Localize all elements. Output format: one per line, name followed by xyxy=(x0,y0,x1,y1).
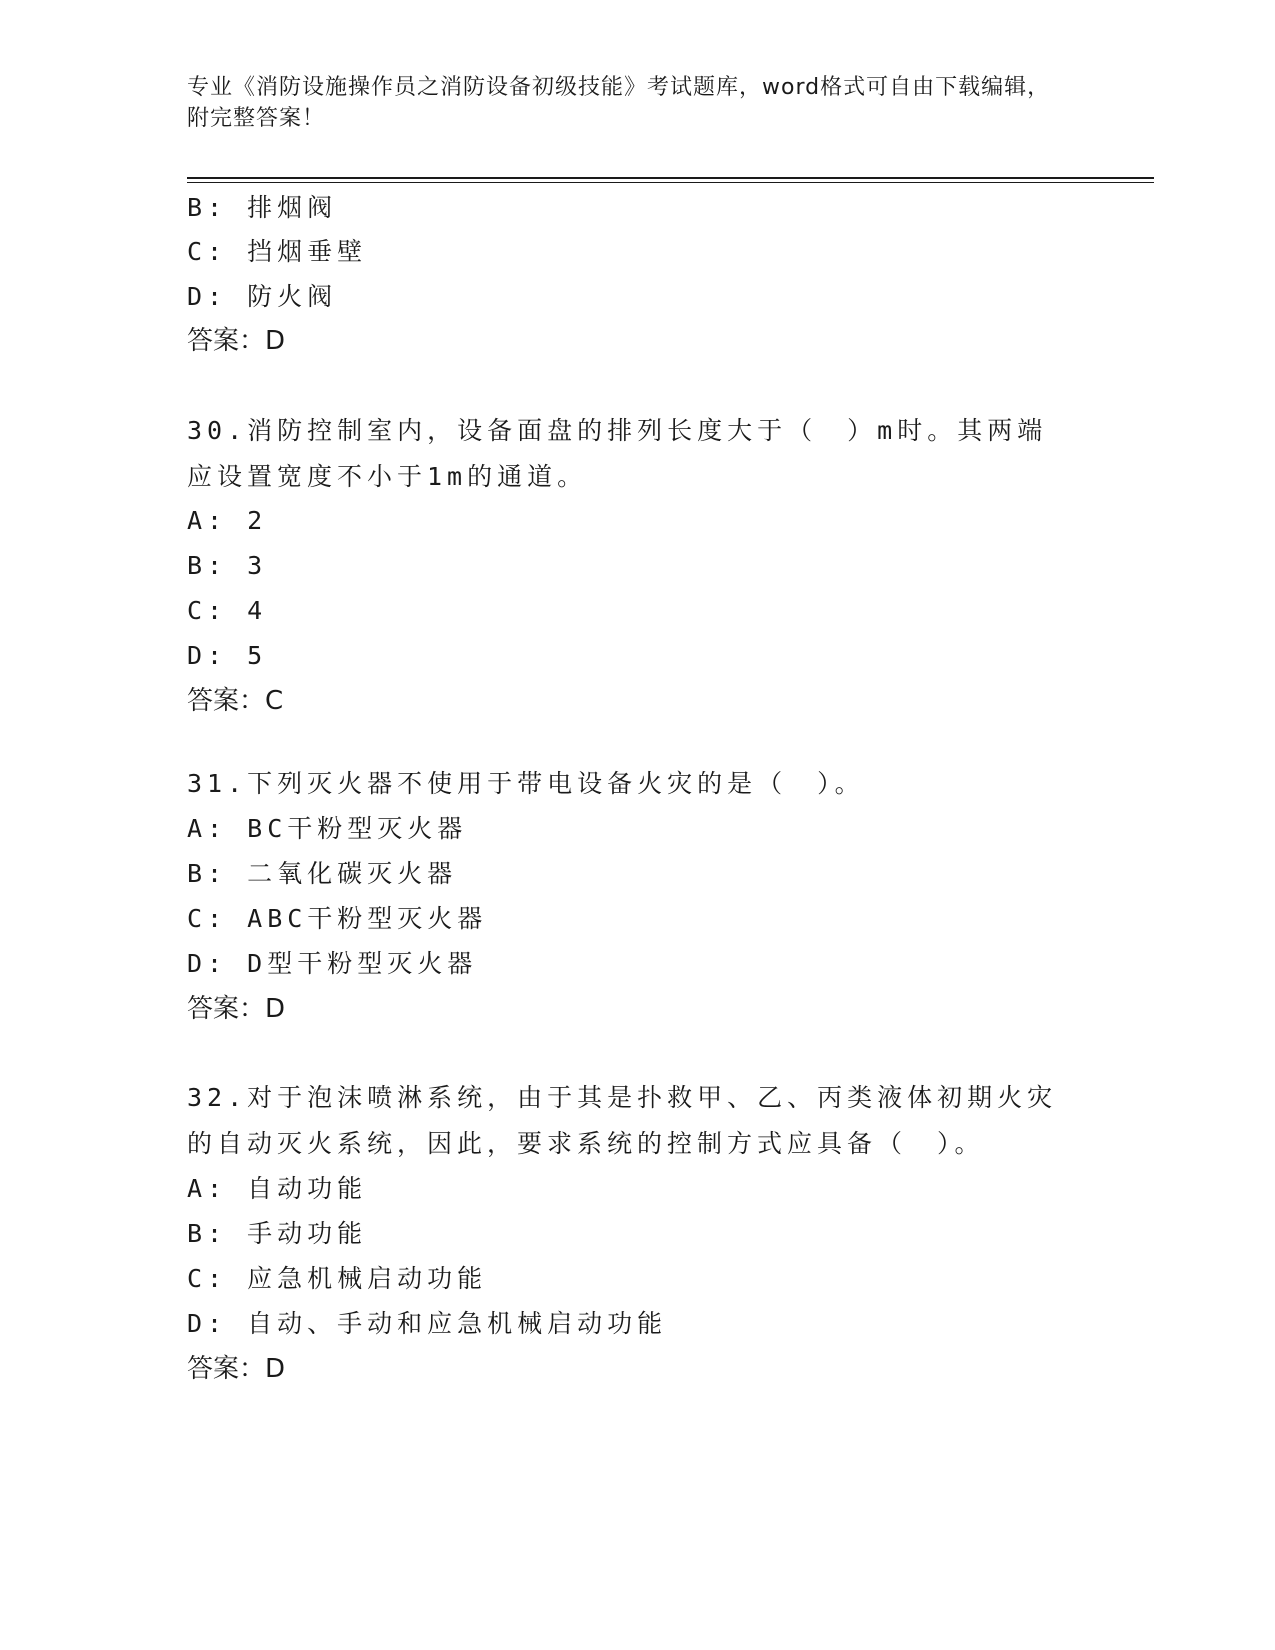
q29-answer: 答案：D xyxy=(187,326,286,356)
q31-option-d: D: D型干粉型灭火器 xyxy=(187,949,478,978)
q31-answer: 答案：D xyxy=(187,994,286,1024)
q32-answer: 答案：D xyxy=(187,1354,286,1384)
q30-option-a: A: 2 xyxy=(187,506,268,535)
q32-option-d: D: 自动、手动和应急机械启动功能 xyxy=(187,1309,668,1338)
q30-answer: 答案：C xyxy=(187,686,284,716)
q29-option-c: C: 挡烟垂壁 xyxy=(187,237,368,266)
q29-option-d: D: 防火阀 xyxy=(187,282,338,311)
q32-option-b: B: 手动功能 xyxy=(187,1219,368,1248)
q29-option-b: B: 排烟阀 xyxy=(187,193,338,222)
header-divider-thick xyxy=(187,177,1154,179)
q30-option-b: B: 3 xyxy=(187,551,268,580)
q32-option-c: C: 应急机械启动功能 xyxy=(187,1264,488,1293)
q31-option-a: A: BC干粉型灭火器 xyxy=(187,814,468,843)
q31-stem: 31.下列灭火器不使用于带电设备火灾的是（ ）。 xyxy=(187,769,865,798)
q31-option-c: C: ABC干粉型灭火器 xyxy=(187,904,488,933)
q32-option-a: A: 自动功能 xyxy=(187,1174,368,1203)
q30-stem: 30.消防控制室内，设备面盘的排列长度大于（ ）m时。其两端应设置宽度不小于1m的通道。 xyxy=(187,416,1048,491)
q31-option-b: B: 二氧化碳灭火器 xyxy=(187,859,458,888)
header-divider-thin xyxy=(187,182,1154,183)
q32-stem: 32.对于泡沫喷淋系统，由于其是扑救甲、乙、丙类液体初期火灾的自动灭火系统，因此，要求系统的控制方式应具备（ ）。 xyxy=(187,1083,1058,1158)
q30-option-d: D: 5 xyxy=(187,641,268,670)
q30-option-c: C: 4 xyxy=(187,596,268,625)
document-intro: 专业《消防设施操作员之消防设备初级技能》考试题库，word格式可自由下载编辑，附完整答案！ xyxy=(187,75,1051,131)
